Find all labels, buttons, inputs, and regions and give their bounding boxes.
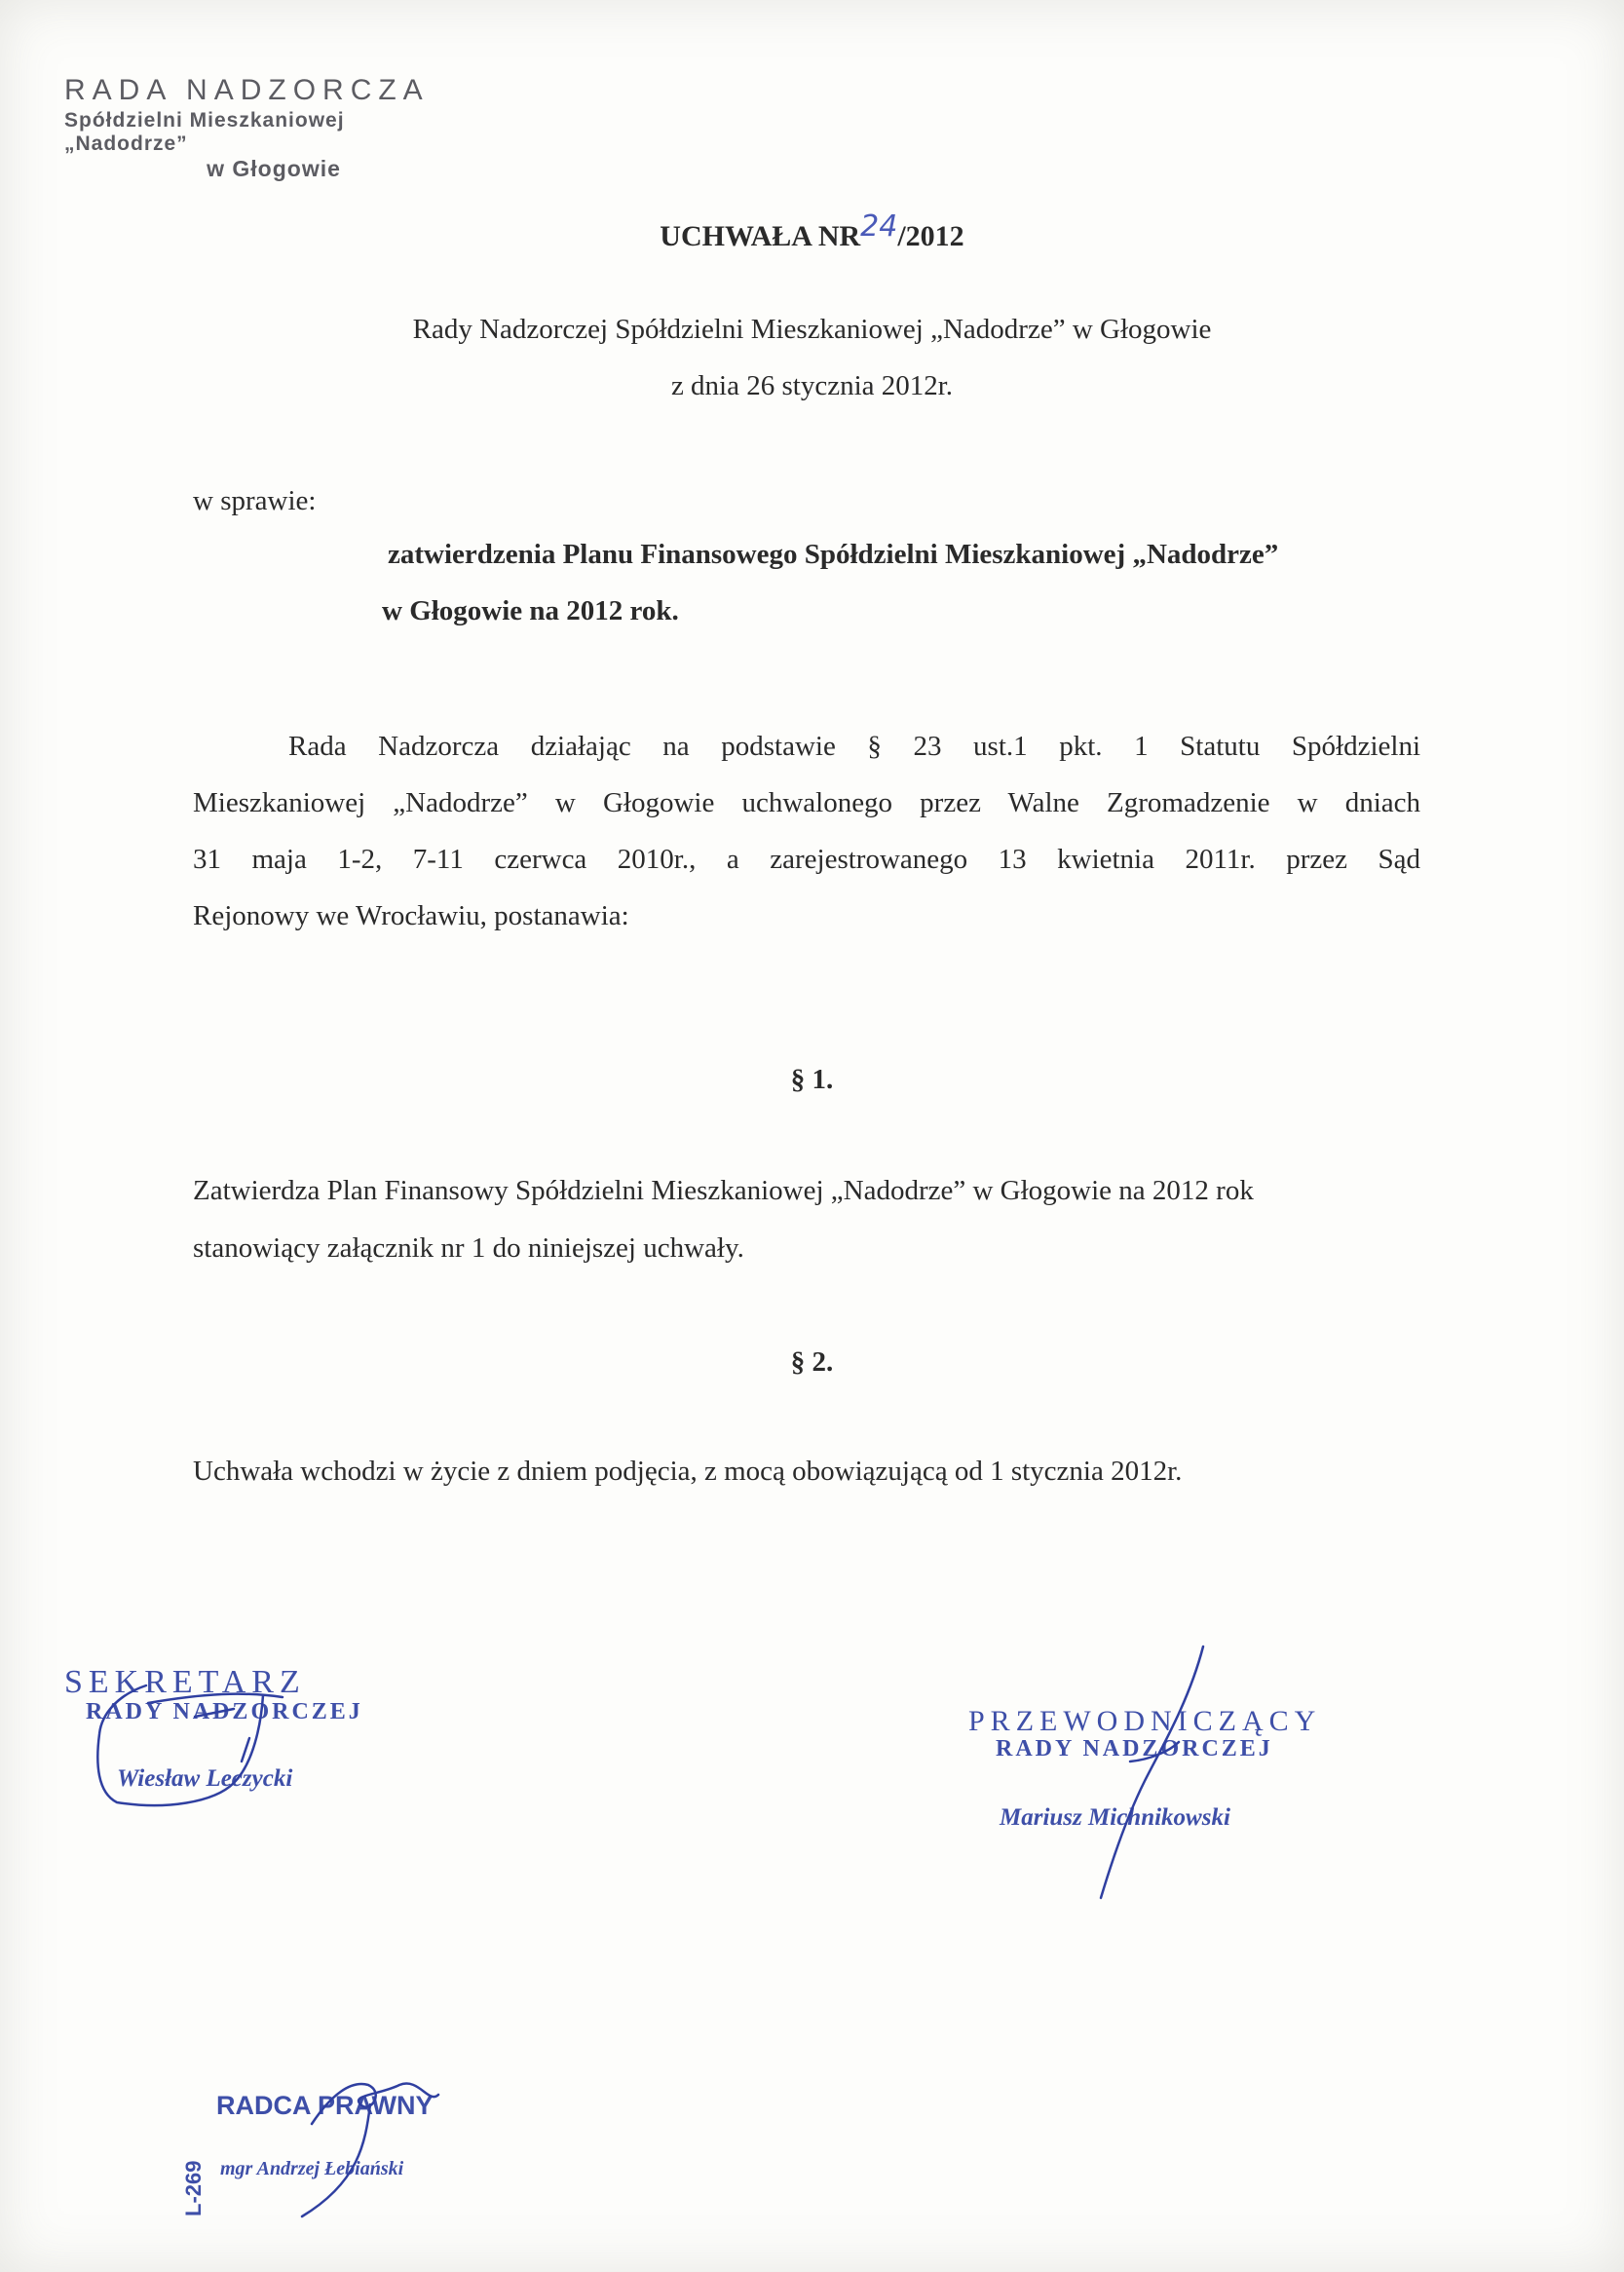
section1-line2: stanowiący załącznik nr 1 do niniejszej uchwały. <box>193 1232 744 1264</box>
subtitle-line2: z dnia 26 stycznia 2012r. <box>670 370 954 401</box>
chairman-signature-icon <box>1033 1645 1227 1898</box>
title-number-handwritten: 24 <box>860 209 898 244</box>
document-title <box>0 209 1624 253</box>
legal-stamp-number: L-269 <box>181 2160 206 2216</box>
legal-stamp-name: mgr Andrzej Łebiański <box>220 2158 404 2179</box>
legal-stamp-title: RADCA PRAWNY <box>216 2091 434 2120</box>
chairman-stamp-subtitle: RADY NADZORCZEJ <box>996 1736 1273 1761</box>
preamble <box>193 718 1420 944</box>
chairman-stamp-title: PRZEWODNICZĄCY <box>968 1705 1322 1737</box>
preamble-line: Rejonowy we Wrocławiu, postanawia: <box>193 900 629 931</box>
preamble-line: Mieszkaniowej „Nadodrze” w Głogowie uchwalonego przez Walne Zgromadzenie w dniach <box>193 787 1420 818</box>
header-stamp-line2: Spółdzielni Mieszkaniowej „Nadodrze” <box>64 109 345 155</box>
section2-text: Uchwała wchodzi w życie z dniem podjęcia, z mocą obowiązującą od 1 stycznia 2012r. <box>193 1456 1183 1487</box>
section1-heading: § 1. <box>790 1064 834 1095</box>
subtitle-line1: Rady Nadzorczej Spółdzielni Mieszkaniowej „Nadodrze” w Głogowie <box>412 314 1212 345</box>
section1-line1: Zatwierdza Plan Finansowy Spółdzielni Mieszkaniowej „Nadodrze” w Głogowie na 2012 rok <box>193 1175 1254 1206</box>
subject-label: w sprawie: <box>193 485 317 516</box>
chairman-stamp-name: Mariusz Michnikowski <box>1000 1804 1230 1831</box>
subject-line1: zatwierdzenia Planu Finansowego Spółdzielni Mieszkaniowej „Nadodrze” <box>388 539 1279 570</box>
preamble-line: 31 maja 1-2, 7-11 czerwca 2010r., a zarejestrowanego 13 kwietnia 2011r. przez Sąd <box>193 844 1420 875</box>
legal-signature-icon <box>292 2065 487 2221</box>
preamble-line: Rada Nadzorcza działając na podstawie § 23 ust.1 pkt. 1 Statutu Spółdzielni <box>288 731 1420 762</box>
secretary-signature-icon <box>78 1656 370 1851</box>
secretary-stamp-name: Wiesław Leczycki <box>117 1765 293 1792</box>
section2-heading: § 2. <box>790 1346 834 1378</box>
header-stamp-line3: w Głogowie <box>207 156 341 181</box>
header-stamp <box>64 74 473 182</box>
subject-line2: w Głogowie na 2012 rok. <box>382 595 679 626</box>
secretary-stamp-title: SEKRETARZ <box>64 1664 306 1700</box>
title-suffix: /2012 <box>897 220 964 252</box>
header-stamp-line1: RADA NADZORCZA <box>64 74 430 106</box>
secretary-stamp-subtitle: RADY NADZORCZEJ <box>86 1699 363 1724</box>
title-prefix: UCHWAŁA NR <box>660 220 861 252</box>
